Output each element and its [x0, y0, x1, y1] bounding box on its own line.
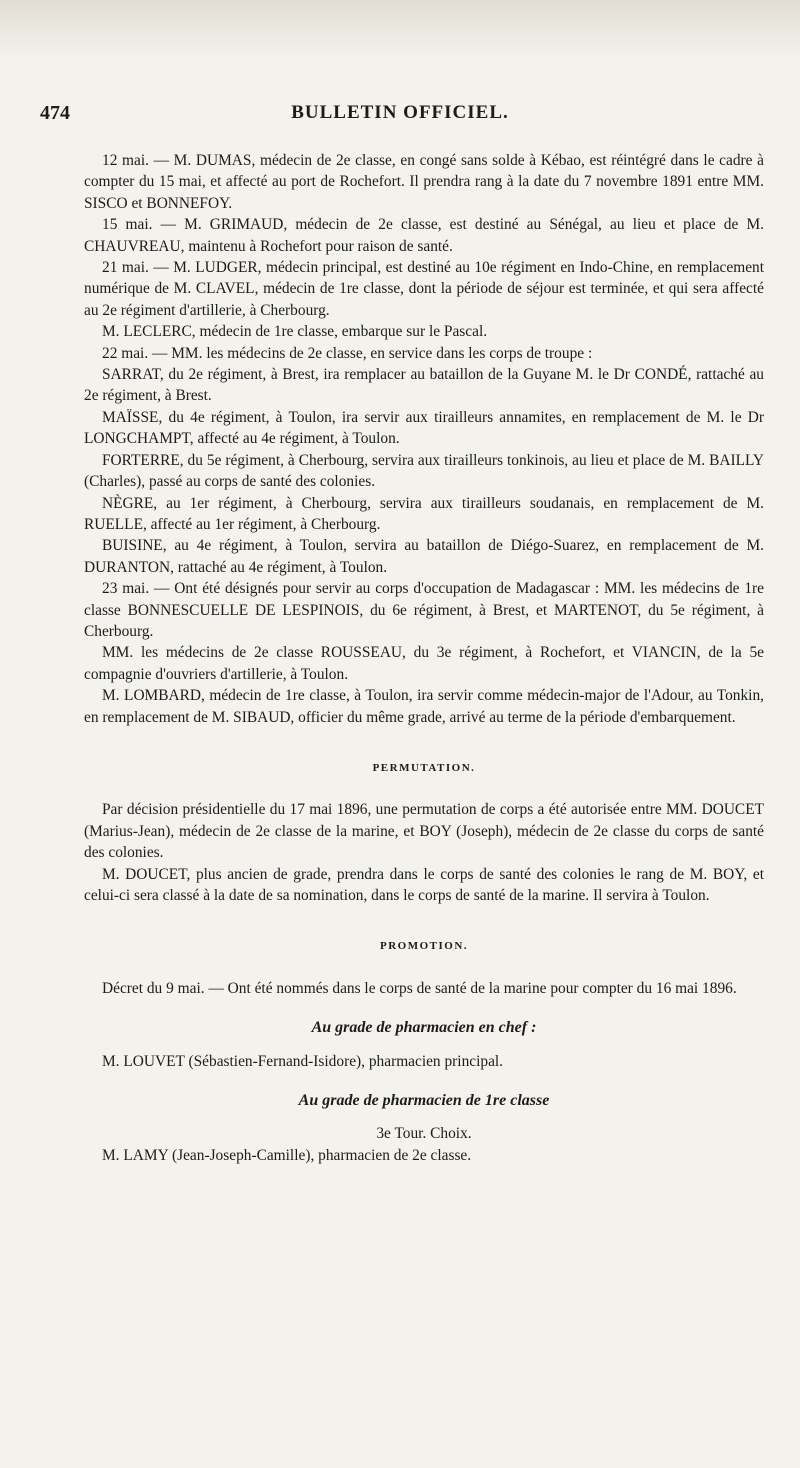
paragraph-maisse: MAÏSSE, du 4e régiment, à Toulon, ira servir aux tirailleurs annamites, en remplacement de M. le Dr LONGCHAMPT, affecté au 4e régiment, à Toulon.	[84, 408, 764, 448]
paragraph-22-mai: 22 mai. — MM. les médecins de 2e classe, en service dans les corps de troupe :	[102, 344, 593, 362]
paragraph-forterre: FORTERRE, du 5e régiment, à Cherbourg, servira aux tirailleurs tonkinois, au lieu et place de M. BAILLY (Charles), passé au corps de santé des colonies.	[84, 451, 764, 491]
entry-louvet: M. LOUVET (Sébastien-Fernand-Isidore), pharmacien principal.	[102, 1052, 504, 1070]
paragraph-decret: Décret du 9 mai. — Ont été nommés dans le corps de santé de la marine pour compter du 16 mai 1896.	[102, 979, 737, 997]
paragraph-permutation-doucet: M. DOUCET, plus ancien de grade, prendra dans le corps de santé des colonies le rang de M. BOY, et celui-ci sera classé à la date de sa nomination, dans le corps de santé de la marine. Il servira à Toulon.	[84, 865, 764, 904]
page-number: 474	[40, 102, 70, 124]
scan-top-shading	[0, 0, 800, 60]
paragraph-permutation-decision: Par décision présidentielle du 17 mai 1896, une permutation de corps a été autorisée entre MM. DOUCET (Marius-Jean), médecin de 2e classe de la marine, et BOY (Joseph), médecin de 2e classe du corps de santé des colonies.	[84, 801, 764, 862]
paragraph-rousseau: MM. les médecins de 2e classe ROUSSEAU, du 3e régiment, à Rochefort, et VIANCIN, de la 5e compagnie d'ouvriers d'artillerie, à Toulon.	[84, 644, 764, 683]
paragraph-sarrat: SARRAT, du 2e régiment, à Brest, ira remplacer au bataillon de la Guyane M. le Dr CONDÉ, rattaché au 2e régiment, à Brest.	[84, 366, 764, 405]
paragraph-12-mai: 12 mai. — M. DUMAS, médecin de 2e classe, en congé sans solde à Kébao, est réintégré dans le cadre à compter du 15 mai, et affecté au port de Rochefort. Il prendra rang à la date du 7 novembre 1891 entre MM. SISCO et BONNEFOY.	[84, 152, 764, 212]
section-heading-promotion: PROMOTION.	[379, 940, 469, 953]
paragraph-23-mai: 23 mai. — Ont été désignés pour servir au corps d'occupation de Madagascar : MM. les médecins de 1re classe BONNESCUELLE DE LESPINOIS, du 6e régiment, à Brest, et MARTENOT, du 5e régiment, à Cherbourg.	[84, 580, 764, 640]
paragraph-15-mai: 15 mai. — M. GRIMAUD, médecin de 2e classe, est destiné au Sénégal, au lieu et place de M. CHAUVREAU, maintenu à Rochefort pour raison de santé.	[84, 216, 764, 255]
grade-heading-pharmacien-1re-classe: Au grade de pharmacien de 1re classe	[298, 1092, 550, 1110]
document-body	[84, 150, 764, 1166]
section-heading-permutation: PERMUTATION.	[372, 761, 476, 774]
paragraph-buisine: BUISINE, au 4e régiment, à Toulon, servira au bataillon de Diégo-Suarez, en remplacement de M. DURANTON, rattaché au 4e régiment, à Toulon.	[84, 537, 764, 576]
running-title: BULLETIN OFFICIEL.	[291, 102, 509, 123]
paragraph-leclerc: M. LECLERC, médecin de 1re classe, embarque sur le Pascal.	[102, 323, 488, 341]
paragraph-21-mai: 21 mai. — M. LUDGER, médecin principal, est destiné au 10e régiment en Indo-Chine, en remplacement numérique de M. CLAVEL, médecin de 1re classe, dont la période de séjour est terminée, et qui sera affecté au 2e régiment d'artillerie, à Cherbourg.	[84, 259, 764, 319]
page-header	[40, 102, 760, 132]
entry-lamy: M. LAMY (Jean-Joseph-Camille), pharmacien de 2e classe.	[102, 1146, 472, 1164]
grade-heading-pharmacien-en-chef: Au grade de pharmacien en chef :	[311, 1019, 537, 1037]
paragraph-negre: NÈGRE, au 1er régiment, à Cherbourg, servira aux tirailleurs soudanais, en remplacement de M. RUELLE, affecté au 1er régiment, à Cherbourg.	[84, 494, 764, 533]
paragraph-lombard: M. LOMBARD, médecin de 1re classe, à Toulon, ira servir comme médecin-major de l'Adour, au Tonkin, en remplacement de M. SIBAUD, officier du même grade, arrivé au terme de la période d'embarquement.	[84, 687, 764, 726]
grade-subheading-tour: 3e Tour. Choix.	[376, 1125, 472, 1143]
